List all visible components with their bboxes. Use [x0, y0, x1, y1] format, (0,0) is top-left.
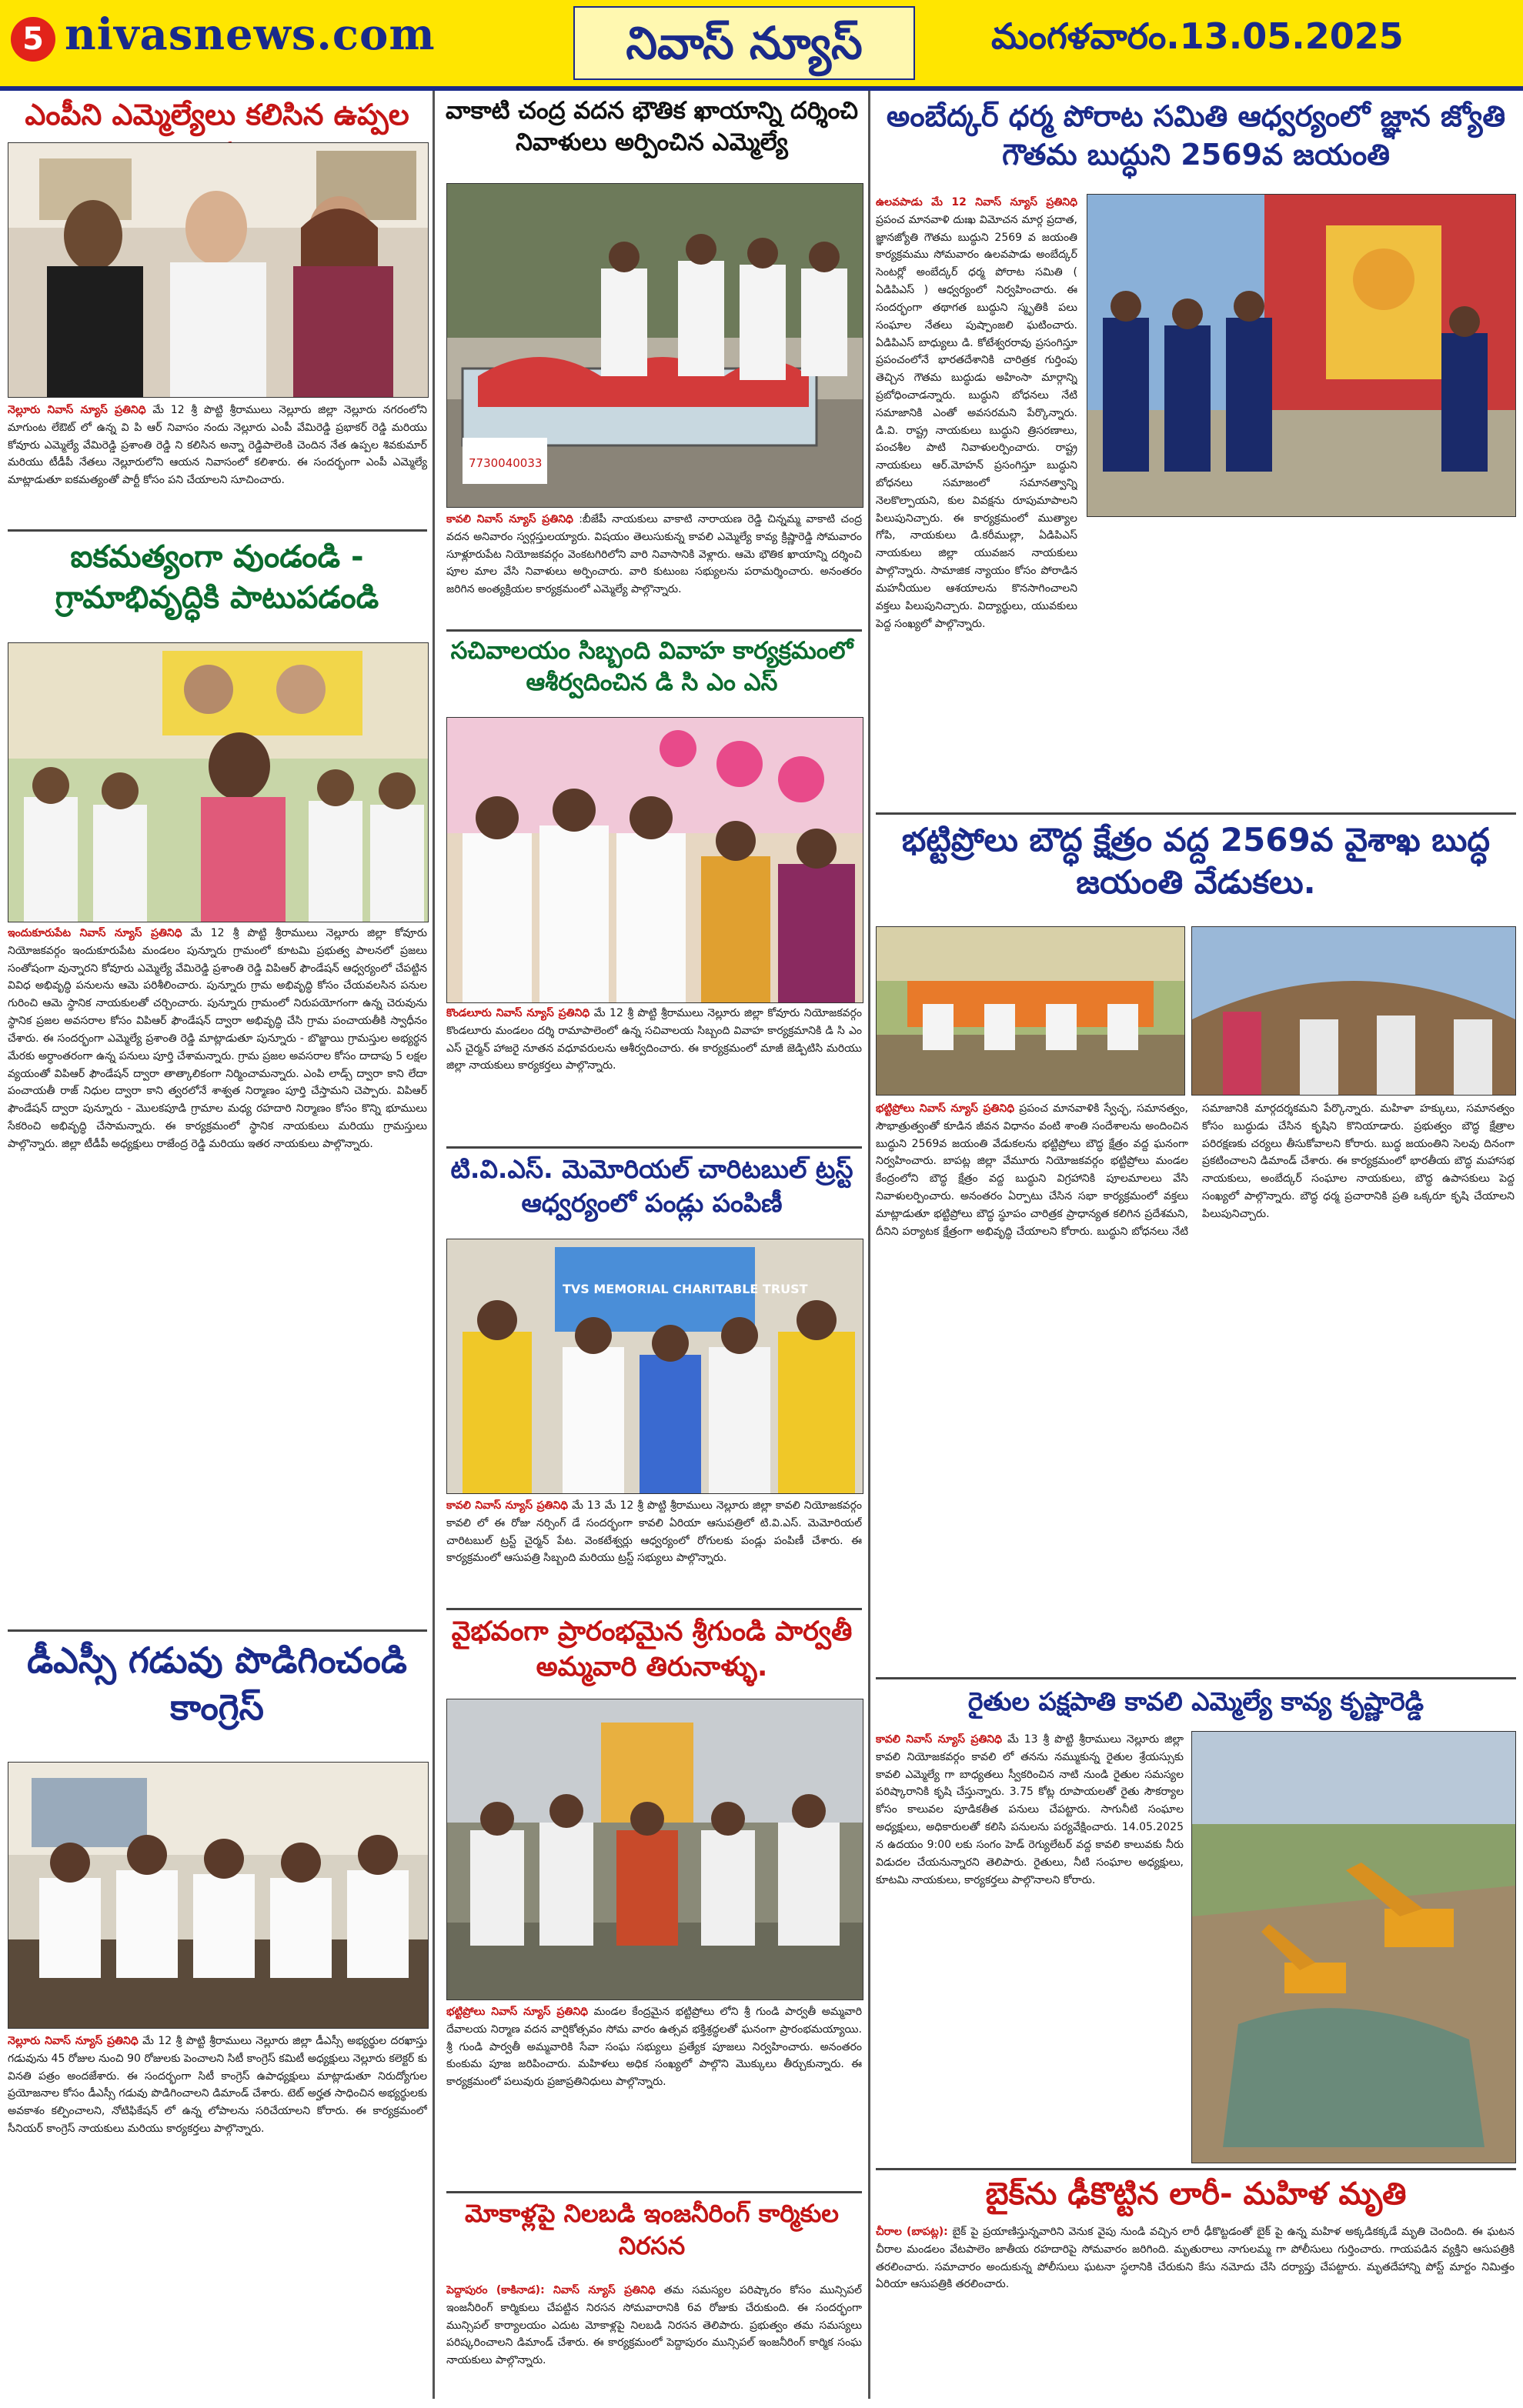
- article-col1-a1: [8, 402, 427, 525]
- byline: కొండలూరు నివాస్ న్యూస్ ప్రతినిధి: [446, 1007, 590, 1019]
- photo-canal-work: [1191, 1731, 1516, 2163]
- headline-col3-a2: భట్టిప్రోలు బౌద్ధ క్షేత్రం వద్ద 2569వ వైశాఖ బుద్ధ జయంతి వేడుకలు.: [901, 821, 1491, 902]
- divider: [8, 1629, 427, 1632]
- article-text: ప్రపంచ మానవాళికి స్వేచ్ఛ, సమానత్వం, సౌభాత్రుత్వంతో కూడిన జీవన విధానం వంటి శాంతి సందేశాలను అందించిన బుద్ధుని 2569వ జయంతి వేడుకలను భట్టిప్రోలు బౌద్ధ క్షేత్రం వద్ద ఘనంగా నిర్వహించారు. బాపట్ల జిల్లా వేమూరు నియోజకవర్గం భట్టిప్రోలు మండల కేంద్రంలోని బౌద్ధ క్షేత్రం వద్ద బుద్ధుని విగ్రహానికి పూలమాలలు వేసి నివాళులర్పించారు. అనంతరం ఏర్పాటు చేసిన సభా కార్యక్రమంలో వక్తలు మాట్లాడుతూ భట్టిప్రోలు బౌద్ధ స్థూపం చారిత్రక ప్రాధాన్యత కలిగిన ప్రదేశమని, దీనిని పర్యాటక క్షేత్రంగా అభివృద్ధి చేయాలని కోరారు. బుద్ధుని బోధనలు నేటి సమాజానికి మార్గదర్శకమని పేర్కొన్నారు. మహిళా హక్కులు, సమానత్వం కోసం బుద్ధుడు చేసిన కృషిని కొనియాడారు. ప్రభుత్వం బౌద్ధ క్షేత్రాల పరిరక్షణకు చర్యలు తీసుకోవాలని కోరారు. బుద్ధ జయంతిని సెలవు దినంగా ప్రకటించాలని డిమాండ్ చేశారు. ఈ కార్యక్రమంలో భారతీయ బౌద్ధ మహాసభ నాయకులు, అంబేద్కర్ సంఘాల నాయకులు, బౌద్ధ ఉపాసకులు పెద్ద సంఖ్యలో పాల్గొన్నారు. బౌద్ధ ధర్మ ప్రచారానికి ప్రతి ఒక్కరూ కృషి చేయాలని పిలుపునిచ్చారు.: [876, 1102, 1515, 1238]
- headline-col3-a4: బైక్‌ను ఢీకొట్టిన లారీ- మహిళ మృతి: [985, 2176, 1407, 2212]
- headline-col1-a1: ఎంపీని ఎమ్మెల్యేలు కలిసిన ఉప్పల: [25, 98, 409, 132]
- article-text: బైక్ పై ప్రయాణిస్తున్నవారిని వెనుక వైపు నుండి వచ్చిన లారీ ఢీకొట్టడంతో బైక్ పై ఉన్న మహిళ అక్కడికక్కడే మృతి చెందింది. ఈ ఘటన చీరాల మండలం వేటపాలెం జాతీయ రహదారిపై సోమవారం జరిగింది. మృతురాలు నాగులమ్మ గా పోలీసులు గుర్తించారు. గాయపడిన వ్యక్తిని ఆసుపత్రికి తరలించారు. సమాచారం అందుకున్న పోలీసులు ఘటనా స్థలానికి చేరుకుని కేసు నమోదు చేసి దర్యాప్తు చేపట్టారు. మృతదేహాన్ని పోస్ట్ మార్టం నిమిత్తం ఏరియా ఆసుపత్రికి తరలించారు.: [876, 2226, 1515, 2291]
- photo-mp-meeting: [8, 142, 429, 398]
- article-text: మే 12 శ్రీ పొట్టి శ్రీరాములు నెల్లూరు జిల్లా నెల్లూరు నగరంలోని మాగుంట లేఔట్ లో ఉన్న వి పి ఆర్ నివాసం నందు నెల్లూరు ఎంపీ వేమిరెడ్డి ప్రభాకర్ రెడ్డి మరియు కోవూరు ఎమ్మెల్యే వేమిరెడ్డి ప్రశాంతి రెడ్డి ని కలిసిన అన్నా రెడ్డిపాలెంకి చెందిన నేత ఉప్పల శివకుమార్ మరియు టీడీపీ నేతలు నెల్లూరులోని ఆయన నివాసంలో కలిశారు. ఈ సందర్భంగా ఎంపీ ఎమ్మెల్యే మాట్లాడుతూ ఐకమత్యంతో పార్టీ కోసం పని చేయాలని సూచించారు.: [8, 404, 427, 487]
- divider: [8, 529, 427, 532]
- article-text: మండల కేంద్రమైన భట్టిప్రోలు లోని శ్రీ గుండి పార్వతీ అమ్మవారి దేవాలయ నిర్మాణ వదన వార్షికోత్సవం సోమ వారం ఉత్సవ భక్తిశ్రద్ధలతో ఘనంగా ప్రారంభమయ్యాయి. శ్రీ గుండి పార్వతీ అమ్మవారికి సేవా సంఘ సభ్యులు ప్రత్యేక పూజలు నిర్వహించారు. అనంతరం కుంకుమ పూజ జరిపించారు. మహిళలు అధిక సంఖ్యలో పాల్గొని మొక్కులు తీర్చుకున్నారు. ఈ కార్యక్రమంలో పలువురు ప్రజాప్రతినిధులు పాల్గొన్నారు.: [446, 2006, 862, 2089]
- article-col3-a2: [876, 1100, 1515, 1673]
- article-text: తమ సమస్యల పరిష్కారం కోసం మున్సిపల్ ఇంజనీరింగ్ కార్మికులు చేపట్టిన నిరసన సోమవారానికి 6వ రోజుకు చేరుకుంది. ఈ సందర్భంగా మున్సిపల్ కార్యాలయం ఎదుట మోకాళ్లపై నిలబడి నిరసన తెలిపారు. ప్రభుత్వం తమ సమస్యలు పరిష్కరించాలని డిమాండ్ చేశారు. ఈ కార్యక్రమంలో పెద్దాపురం మున్సిపల్ ఇంజనీరింగ్ కార్మిక సంఘ నాయకులు పాల్గొన్నారు.: [446, 2284, 862, 2367]
- article-text: ప్రపంచ మానవాళి దుఃఖ విమోచన మార్గ ప్రదాత, జ్ఞానజ్యోతి గౌతమ బుద్ధుని 2569 వ జయంతి కార్యక్రమము సోమవారం ఉలవపాడు అంబేద్కర్ సెంటర్లో అంబేద్కర్ ధర్మ పోరాట సమితి ( ఏడిపిఎస్ ) ఆధ్వర్యంలో నిర్వహించారు. ఈ సందర్భంగా తథాగత బుద్ధుని స్మృతికి పలు సంఘాల నేతలు పుష్పాంజలి ఘటించారు. ఏడిపిఎస్ బాధ్యులు డి. కోటేశ్వరరావు ప్రసంగిస్తూ ప్రపంచంలోనే భారతదేశానికి చారిత్రక గుర్తింపు తెచ్చిన గౌతమ బుద్ధుడు అహింసా మార్గాన్ని ప్రబోధించాడన్నారు. బుద్ధుని బోధనలు నేటి సమాజానికి ఎంతో అవసరమని పేర్కొన్నారు. డి.వి. రాష్ట్ర నాయకులు బుద్ధుని త్రిసరణాలు, పంచశీల పాటి నివాళులర్పించారు. రాష్ట్ర నాయకులు ఆర్.మోహన్ ప్రసంగిస్తూ బుద్ధుని బోధనలు సమాజంలో సమానత్వాన్ని నెలకొల్పాయని, కుల వివక్షను రూపుమాపాలని పిలుపునిచ్చారు. ఈ కార్యక్రమంలో ముత్యాల గోపి, నాయకులు డి.కరీముల్లా, ఏడిపిఎస్ నాయకులు జిల్లా యువజన నాయకులు పాల్గొన్నారు. సామాజిక న్యాయం కోసం పోరాడిన మహనీయుల ఆశయాలను కొనసాగించాలని వక్తలు పిలుపునిచ్చారు. విద్యార్థులు, యువకులు పెద్ద సంఖ్యలో పాల్గొన్నారు.: [876, 213, 1077, 630]
- byline: కావలి నివాస్ న్యూస్ ప్రతినిధి: [446, 1499, 569, 1512]
- article-col3-a1: [876, 194, 1077, 809]
- article-text: మే 13 మే 12 శ్రీ పొట్టి శ్రీరాములు నెల్లూరు జిల్లా కావలి నియోజకవర్గం కావలి లో ఈ రోజు నర్సింగ్ డే సందర్భంగా కావలి ఏరియా ఆసుపత్రిలో టి.వి.ఎస్. మెమోరియల్ చారిటబుల్ ట్రస్ట్ చైర్మన్ పేట. వెంకటేశ్వర్లు ఆధ్వర్యంలో రోగులకు పండ్లు పంపిణీ చేశారు. ఈ కార్యక్రమంలో ఆసుపత్రి సిబ్బంది మరియు ట్రస్ట్ సభ్యులు పాల్గొన్నారు.: [446, 1499, 862, 1565]
- newspaper-brand: నివాస్ న్యూస్: [573, 6, 915, 80]
- article-col1-a3: [8, 2033, 427, 2400]
- article-col3-a4: [876, 2223, 1515, 2400]
- article-col1-a2: [8, 925, 427, 1626]
- photo-bhattiprolu-stage: [876, 926, 1185, 1096]
- photo-village-development: [8, 642, 429, 922]
- article-text: :బీజేపీ నాయకులు వాకాటి నారాయణ రెడ్డి చిన్నమ్మ వాకాటి చంద్ర వదన అనివారం స్వర్గస్తులయ్యారు. విషయం తెలుసుకున్న కావలి ఎమ్మెల్యే కావ్య క్రిష్ణారెడ్డి సోమవారం సూళ్లూరుపేట నియోజకవర్గం వెంకటగిరిలోని వారి నివాసానికి వెళ్లారు. ఆమె భౌతిక ఖాయాన్ని దర్శించి పూల మాల వేసి నివాళులు అర్పించారు. వారి కుటుంబ సభ్యులను పరామర్శించారు. అనంతరం జరిగిన అంత్యక్రియల కార్యక్రమంలో ఎమ్మెల్యే పాల్గొన్నారు.: [446, 513, 862, 596]
- byline: భట్టిప్రోలు నివాస్ న్యూస్ ప్రతినిధి: [876, 1102, 1015, 1115]
- byline: భట్టిప్రోలు నివాస్ న్యూస్ ప్రతినిధి: [446, 2006, 589, 2018]
- column-rule: [868, 91, 870, 2399]
- article-text: మే 12 శ్రీ పొట్టి శ్రీరాములు నెల్లూరు జిల్లా కోవూరు నియోజకవర్గం కొండలూరు మండలం దర్శి రామాపాలెంలో ఉన్న సచివాలయ సిబ్బంది వివాహ కార్యక్రమానికి డి సి ఎం ఎస్ చైర్మన్ హాజరై నూతన వధూవరులను ఆశీర్వదించారు. ఈ కార్యక్రమంలో మాజీ జెడ్పిటిసి మరియు జిల్లా నాయకులు కార్యకర్తలు పాల్గొన్నారు.: [446, 1007, 862, 1072]
- headline-col2-a3: టి.వి.ఎస్. మెమోరియల్ చారిటబుల్ ట్రస్ట్ ఆధ్వర్యంలో పండ్లు పంపిణీ: [450, 1154, 853, 1218]
- issue-date: మంగళవారం.13.05.2025: [991, 15, 1404, 57]
- divider: [876, 812, 1516, 815]
- byline: ఇందుకూరుపేట నివాస్ న్యూస్ ప్రతినిధి: [8, 927, 182, 939]
- column-rule: [433, 91, 435, 2399]
- article-col3-a1-cont: [1087, 520, 1515, 809]
- photo-congress-petition: [8, 1762, 429, 2029]
- site-name[interactable]: nivasnews.com: [65, 9, 436, 60]
- photo-banner-text: 7730040033: [469, 456, 543, 470]
- byline: నెల్లూరు నివాస్ న్యూస్ ప్రతినిధి: [8, 404, 146, 416]
- article-col2-a4: [446, 2003, 862, 2188]
- article-text: మే 13 శ్రీ పొట్టి శ్రీరాములు నెల్లూరు జిల్లా కావలి నియోజకవర్గం కావలి లో తనను నమ్ముకున్న రైతుల శ్రేయస్సుకు కావలి ఎమ్మెల్యే గా బాధ్యతలు స్వీకరించిన నాటి నుండి రైతుల సమస్యల పరిష్కారానికి కృషి చేస్తున్నారు. 3.75 కోట్ల రూపాయలతో రైతు సౌకర్యాల కోసం కాలువల పూడికతీత పనులు చేపట్టారు. సాగునీటి సంఘాల అధ్యక్షులు, అధికారులతో కలిసి పనులను పర్యవేక్షించారు. 14.05.2025 న ఉదయం 9:00 లకు సంగం హెడ్ రెగ్యులేటర్ వద్ద కావలి కాలువకు నీరు విడుదల చేయనున్నారని తెలిపారు. రైతులు, నీటి సంఘాల అధ్యక్షులు, కూటమి నాయకులు, కార్యకర్తలు పాల్గొనాలని కోరారు.: [876, 1733, 1184, 1886]
- photo-fruit-distribution: [446, 1239, 863, 1494]
- article-col3-a3: [876, 1731, 1184, 2162]
- divider: [446, 1608, 862, 1610]
- headline-col1-a2: ఐకమత్యంగా వుండండి - గ్రామాభివృద్ధికి పాటుపడండి: [55, 539, 379, 615]
- photo-temple-festival: [446, 1699, 863, 2000]
- article-col2-a1: [446, 511, 862, 626]
- article-col2-a2: [446, 1005, 862, 1143]
- headline-col2-a4: వైభవంగా ప్రారంభమైన శ్రీగుండి పార్వతీ అమ్మవారి తిరునాళ్ళు.: [451, 1616, 853, 1683]
- divider: [446, 629, 862, 632]
- article-col2-a5: [446, 2282, 862, 2400]
- divider: [446, 2191, 862, 2193]
- headline-col2-a2: సచివాలయం సిబ్బంది వివాహ కార్యక్రమంలో ఆశీర్వదించిన డి సి ఎం ఎస్: [450, 637, 853, 696]
- headline-col2-a5: మోకాళ్లపై నిలబడి ఇంజనీరింగ్ కార్మికుల నిరసన: [465, 2199, 839, 2261]
- photo-tribute: [446, 183, 863, 508]
- headline-col2-a1: వాకాటి చంద్ర వదన భౌతిక ఖాయాన్ని దర్శించి నివాళులు అర్పించిన ఎమ్మెల్యే: [446, 97, 858, 156]
- byline: పెద్దాపురం (కాకినాడ): నివాస్ న్యూస్ ప్రతినిధి: [446, 2284, 656, 2296]
- headline-col3-a3: రైతుల పక్షపాతి కావలి ఎమ్మెల్యే కావ్య కృష్ణారెడ్డి: [967, 1686, 1424, 1716]
- article-col2-a3: [446, 1497, 862, 1605]
- divider: [876, 2168, 1516, 2170]
- byline: ఉలవపాడు మే 12 నివాస్ న్యూస్ ప్రతినిధి: [876, 196, 1077, 208]
- divider: [876, 1677, 1516, 1679]
- headline-col3-a1: అంబేద్కర్ ధర్మ పోరాట సమితి ఆధ్వర్యంలో జ్ఞాన జ్యోతి గౌతమ బుద్ధుని 2569వ జయంతి: [886, 99, 1506, 172]
- byline: నెల్లూరు నివాస్ న్యూస్ ప్రతినిధి: [8, 2035, 139, 2047]
- article-text: మే 12 శ్రీ పొట్టి శ్రీరాములు నెల్లూరు జిల్లా డీఎస్సీ అభ్యర్థుల దరఖాస్తు గడువును 45 రోజుల నుంచి 90 రోజులకు పెంచాలని సిటీ కాంగ్రెస్ కమిటీ అధ్యక్షులు నెల్లూరు కలెక్టర్ కు వినతి పత్రం అందజేశారు. ఈ సందర్భంగా సిటీ కాంగ్రెస్ ఉపాధ్యక్షులు మాట్లాడుతూ నిరుద్యోగుల ప్రయోజనాల కోసం డీఎస్సీ గడువు పొడిగించాలని డిమాండ్ చేశారు. టెట్ అర్హత సాధించిన అభ్యర్థులకు అవకాశం కల్పించాలని, నోటిఫికేషన్ లో ఉన్న లోపాలను సరిచేయాలని కోరారు. ఈ కార్యక్రమంలో సీనియర్ కాంగ్రెస్ నాయకులు మరియు కార్యకర్తలు పాల్గొన్నారు.: [8, 2035, 427, 2136]
- divider: [446, 1146, 862, 1149]
- photo-buddha-jayanti: [1087, 194, 1516, 517]
- photo-banner-text: TVS MEMORIAL CHARITABLE TRUST: [563, 1282, 808, 1296]
- article-text: మే 12 శ్రీ పొట్టి శ్రీరాములు నెల్లూరు జిల్లా కోవూరు నియోజకవర్గం ఇందుకూరుపేట మండలం పున్నూరు గ్రామంలో కూటమి ప్రభుత్వ పాలనలో ప్రజలు సంతోషంగా వున్నారని కోవూరు ఎమ్మెల్యే వేమిరెడ్డి ప్రశాంతి రెడ్డి విపిఆర్ ఫౌండేషన్ ఆధ్వర్యంలో చేపట్టిన వివిధ అభివృద్ధి పనులను ఆమె పరిశీలించారు. పున్నూరు గ్రామ అభివృద్ధి కోసం చేయవలసిన పనుల గురించి ఆమె స్థానిక నాయకులతో చర్చించారు. పున్నూరు గ్రామంలో నిరుపయోగంగా ఉన్న చెరువును స్థానిక ప్రజల అవసరాల కోసం విపిఆర్ ఫౌండేషన్ ద్వారా అభివృద్ధి చేసి గ్రామ పంచాయతీకి స్వాధీనం చేశారు. ఈ సందర్భంగా ఎమ్మెల్యే ప్రశాంతి రెడ్డి మాట్లాడుతూ పున్నూరు - బొజ్జాయి గ్రామస్తుల అభ్యర్థన మేరకు అర్ధాంతరంగా ఉన్న పనులు పూర్తి చేశామన్నారు. గ్రామ ప్రజల అవసరాల కోసం దాదాపు 5 లక్షల వ్యయంతో విపిఆర్ ఫౌండేషన్ ద్వారా తాత్కాలికంగా నిర్మించామన్నారు. ఎంపి లాడ్స్ ద్వారా కాని లేదా పంచాయతీ రాజ్ నిధుల ద్వారా కాని త్వరలోనే శాశ్వత నిర్మాణం పూర్తి చేస్తామని చెప్పారు. విపిఆర్ ఫౌండేషన్ ద్వారా పున్నూరు - మొలకపూడి గ్రామాల మధ్య రహదారి నిర్మాణం కోసం కొన్ని భూములు సేకరించి అభివృద్ధి చేసామన్నారు. ఈ కార్యక్రమంలో స్థానిక నాయకులు మరియు గ్రామస్తులు పాల్గొన్నారు. జిల్లా టీడీపీ అధ్యక్షులు రాజేంద్ర రెడ్డి మరియు ఇతర నాయకులు పాల్గొన్నారు.: [8, 927, 427, 1150]
- byline: చీరాల (బాపట్ల):: [876, 2226, 948, 2238]
- photo-bhattiprolu-stupa: [1191, 926, 1516, 1096]
- byline: కావలి నివాస్ న్యూస్ ప్రతినిధి: [446, 513, 573, 525]
- byline: కావలి నివాస్ న్యూస్ ప్రతినిధి: [876, 1733, 1002, 1746]
- headline-col1-a3: డీఎస్సీ గడువు పొడిగించండి కాంగ్రెస్: [27, 1639, 407, 1728]
- photo-wedding: [446, 717, 863, 1003]
- page-number: 5: [11, 17, 55, 62]
